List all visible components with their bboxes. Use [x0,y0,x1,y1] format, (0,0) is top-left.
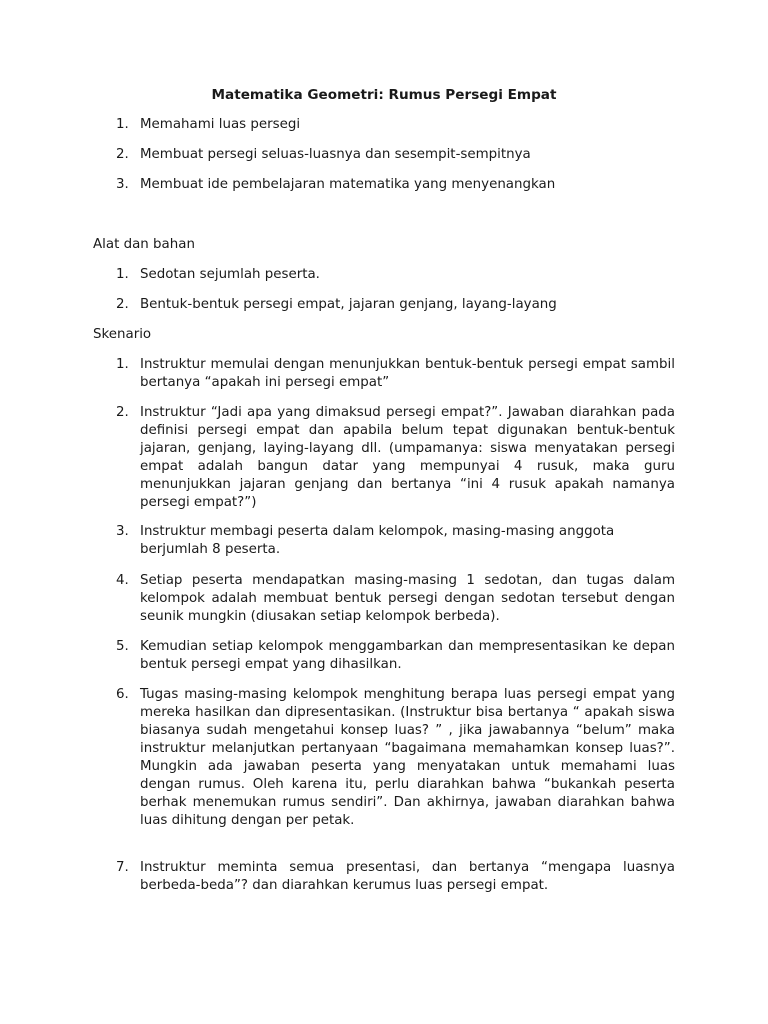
scenario-item [116,859,675,895]
list-text: Instruktur meminta semua presentasi, dan bertanya “mengapa luasnya berbeda-beda”? dan diarahkan kerumus luas persegi empat. [140,860,675,893]
list-number: 4. [116,573,129,588]
list-number: 2. [116,147,129,162]
list-number: 1. [116,117,129,132]
list-number: 2. [116,405,129,420]
scenario-item [116,356,675,392]
tools-heading: Alat dan bahan [93,237,195,252]
list-text: Instruktur membagi peserta dalam kelompok, masing-masing anggota berjumlah 8 peserta. [140,524,615,557]
scenario-item [116,686,675,830]
list-text: Memahami luas persegi [140,117,301,132]
tools-item [116,296,675,314]
list-number: 6. [116,687,129,702]
list-text: Sedotan sejumlah peserta. [140,267,320,282]
list-text: Tugas masing-masing kelompok menghitung berapa luas persegi empat yang mereka hasilkan dan dipresentasikan. (Instruktur bisa bertanya “ apakah siswa biasanya sudah mengetahui konsep luas? ” , jika jawabannya “belum” maka instruktur melanjutkan pertanyaan “bagaimana memahamkan konsep luas?”. Mungkin ada jawaban peserta yang menyatakan untuk memahami luas dengan rumus. Oleh karena itu, perlu diarahkan bahwa “bukankah peserta berhak menemukan rumus sendiri”. Dan akhirnya, jawaban diarahkan bahwa luas dihitung dengan per petak. [140,687,675,828]
list-number: 2. [116,297,129,312]
list-number: 1. [116,267,129,282]
scenario-item [116,523,675,559]
objective-item [116,116,675,134]
list-text: Instruktur memulai dengan menunjukkan bentuk-bentuk persegi empat sambil bertanya “apakah ini persegi empat” [140,357,675,390]
document-title: Matematika Geometri: Rumus Persegi Empat [211,87,557,103]
objective-item [116,146,675,164]
list-number: 3. [116,524,129,539]
list-text: Instruktur “Jadi apa yang dimaksud persegi empat?”. Jawaban diarahkan pada definisi persegi empat dan apabila belum tepat digunakan bentuk-bentuk jajaran, genjang, laying-layang dll. (umpamanya: siswa menyatakan persegi empat adalah bangun datar yang mempunyai 4 rusuk, maka guru menunjukkan jajaran genjang dan bertanya “ini 4 rusuk apakah namanya persegi empat?”) [140,405,675,510]
list-number: 5. [116,639,129,654]
list-text: Setiap peserta mendapatkan masing-masing 1 sedotan, dan tugas dalam kelompok adalah membuat bentuk persegi dengan sedotan tersebut dengan seunik mungkin (diusakan setiap kelompok berbeda). [140,573,675,624]
tools-item [116,266,675,284]
list-text: Membuat persegi seluas-luasnya dan sesempit-sempitnya [140,147,531,162]
list-text: Membuat ide pembelajaran matematika yang menyenangkan [140,177,556,192]
scenario-item [116,638,675,674]
scenario-item [116,404,675,512]
objective-item [116,176,675,194]
scenario-heading: Skenario [93,327,152,342]
list-number: 7. [116,860,129,875]
list-number: 1. [116,357,129,372]
scenario-item [116,572,675,626]
list-number: 3. [116,177,129,192]
list-text: Kemudian setiap kelompok menggambarkan dan mempresentasikan ke depan bentuk persegi empat yang dihasilkan. [140,639,675,672]
list-text: Bentuk-bentuk persegi empat, jajaran genjang, layang-layang [140,297,557,312]
